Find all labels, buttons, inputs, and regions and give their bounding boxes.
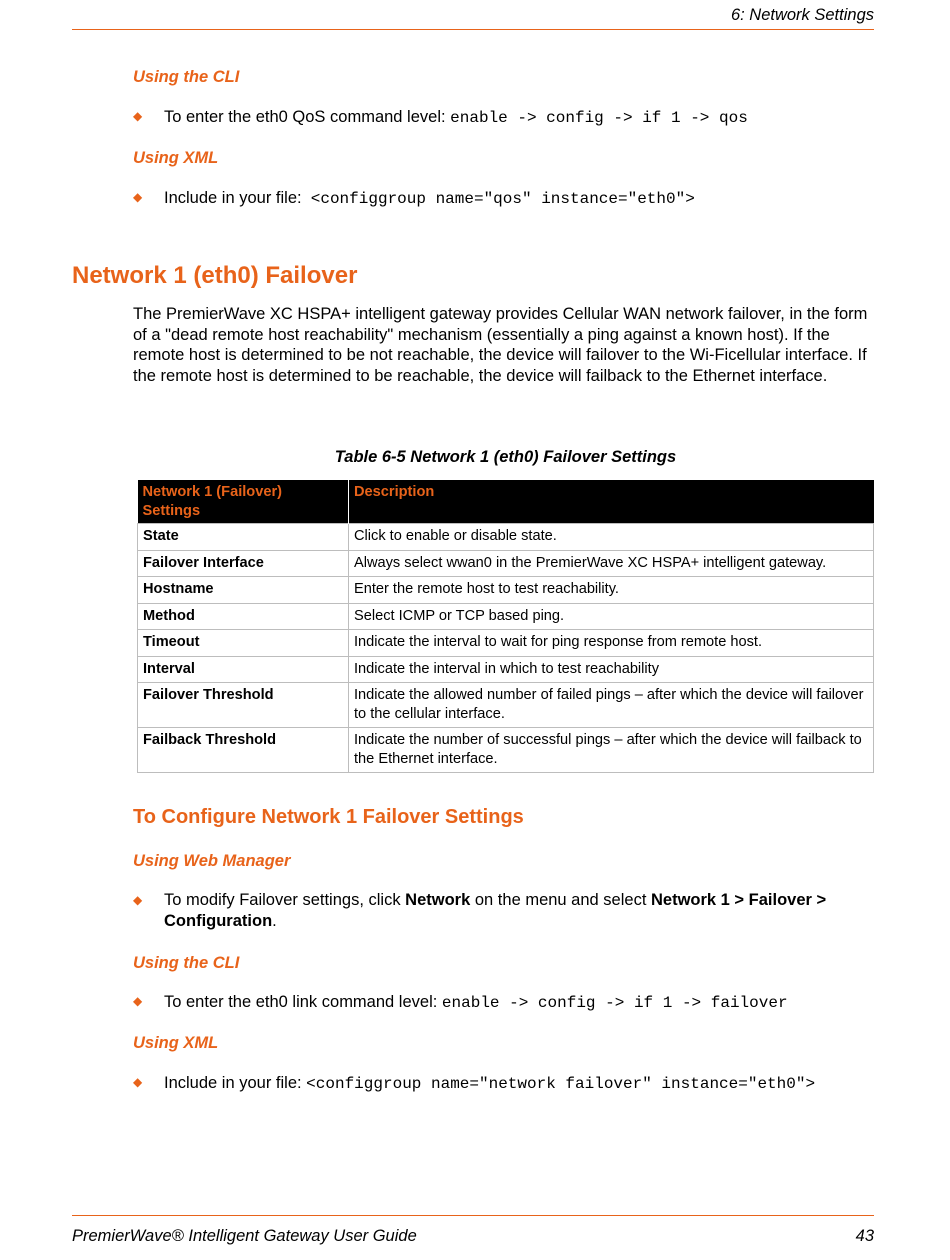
table-row <box>138 656 874 683</box>
setting-name: Failover Interface <box>138 550 349 577</box>
setting-name: Failback Threshold <box>138 728 349 773</box>
web-text-2: on the menu and select <box>470 891 651 909</box>
setting-description: Indicate the number of successful pings – after which the device will failback to the Ethernet interface. <box>349 728 874 773</box>
setting-name: Failover Threshold <box>138 683 349 728</box>
setting-name: Interval <box>138 656 349 683</box>
header-rule <box>72 29 874 30</box>
footer-rule <box>72 1215 874 1216</box>
setting-description: Indicate the interval in which to test reachability <box>349 656 874 683</box>
config-cli-command: enable -> config -> if 1 -> failover <box>441 994 788 1012</box>
qos-cli-heading: Using the CLI <box>133 68 240 86</box>
bullet-diamond-icon: ◆ <box>133 1075 143 1089</box>
setting-description: Click to enable or disable state. <box>349 524 874 551</box>
config-cli-bullet <box>133 991 788 1013</box>
table-header-row <box>138 480 874 524</box>
table-row <box>138 603 874 630</box>
bullet-diamond-icon: ◆ <box>133 893 143 907</box>
table-row <box>138 577 874 604</box>
qos-cli-text: To enter the eth0 QoS command level: <box>164 108 451 126</box>
web-text-1: To modify Failover settings, click <box>164 891 406 909</box>
web-text-3: . <box>272 911 277 930</box>
setting-name: State <box>138 524 349 551</box>
config-xml-heading: Using XML <box>133 1034 219 1052</box>
setting-description: Indicate the interval to wait for ping response from remote host. <box>349 630 874 657</box>
web-menu-path: Network 1 > Failover > Configuration <box>164 891 827 930</box>
table-row <box>138 728 874 773</box>
web-menu-network: Network <box>405 891 471 909</box>
config-cli-heading: Using the CLI <box>133 954 240 972</box>
qos-xml-heading: Using XML <box>133 149 219 167</box>
table-row <box>138 683 874 728</box>
table-header-description: Description <box>349 480 874 524</box>
config-web-heading: Using Web Manager <box>133 852 291 870</box>
footer-guide-title: PremierWave® Intelligent Gateway User Guide <box>72 1227 417 1245</box>
page-number: 43 <box>855 1227 874 1245</box>
table-row <box>138 630 874 657</box>
table-row <box>138 524 874 551</box>
table-header-settings: Network 1 (Failover) Settings <box>138 480 349 524</box>
qos-xml-bullet <box>133 187 695 209</box>
failover-settings-table <box>137 480 874 773</box>
section-title: Network 1 (eth0) Failover <box>72 262 358 289</box>
config-xml-code: <configgroup name="network failover" instance="eth0"> <box>306 1075 816 1093</box>
setting-description: Always select wwan0 in the PremierWave XC HSPA+ intelligent gateway. <box>349 550 874 577</box>
setting-name: Timeout <box>138 630 349 657</box>
qos-xml-text: Include in your file: <box>164 189 311 207</box>
setting-description: Select ICMP or TCP based ping. <box>349 603 874 630</box>
bullet-diamond-icon: ◆ <box>133 190 143 204</box>
qos-cli-command: enable -> config -> if 1 -> qos <box>450 109 748 127</box>
config-xml-text: Include in your file: <box>164 1074 307 1092</box>
bullet-diamond-icon: ◆ <box>133 109 143 123</box>
qos-xml-code: <configgroup name="qos" instance="eth0"> <box>310 190 695 208</box>
qos-cli-bullet <box>133 106 748 128</box>
bullet-diamond-icon: ◆ <box>133 994 143 1008</box>
setting-description: Indicate the allowed number of failed pings – after which the device will failover to the cellular interface. <box>349 683 874 728</box>
table-caption: Table 6-5 Network 1 (eth0) Failover Settings <box>334 448 677 466</box>
config-xml-bullet <box>133 1072 815 1094</box>
config-cli-text: To enter the eth0 link command level: <box>164 993 442 1011</box>
setting-name: Hostname <box>138 577 349 604</box>
configure-title: To Configure Network 1 Failover Settings <box>133 806 524 828</box>
setting-name: Method <box>138 603 349 630</box>
running-header: 6: Network Settings <box>730 6 874 24</box>
table-row <box>138 550 874 577</box>
intro-paragraph: The PremierWave XC HSPA+ intelligent gateway provides Cellular WAN network failover, in the form of a "dead remote host reachability" mechanism (essentially a ping against a known host). If the remote host is determined to be not reachable, the device will failover to the Wi-Ficellular interface. If the remote host is determined to be reachable, the device will failback to the Ethernet interface. <box>133 305 868 385</box>
config-web-bullet <box>133 890 875 931</box>
setting-description: Enter the remote host to test reachability. <box>349 577 874 604</box>
